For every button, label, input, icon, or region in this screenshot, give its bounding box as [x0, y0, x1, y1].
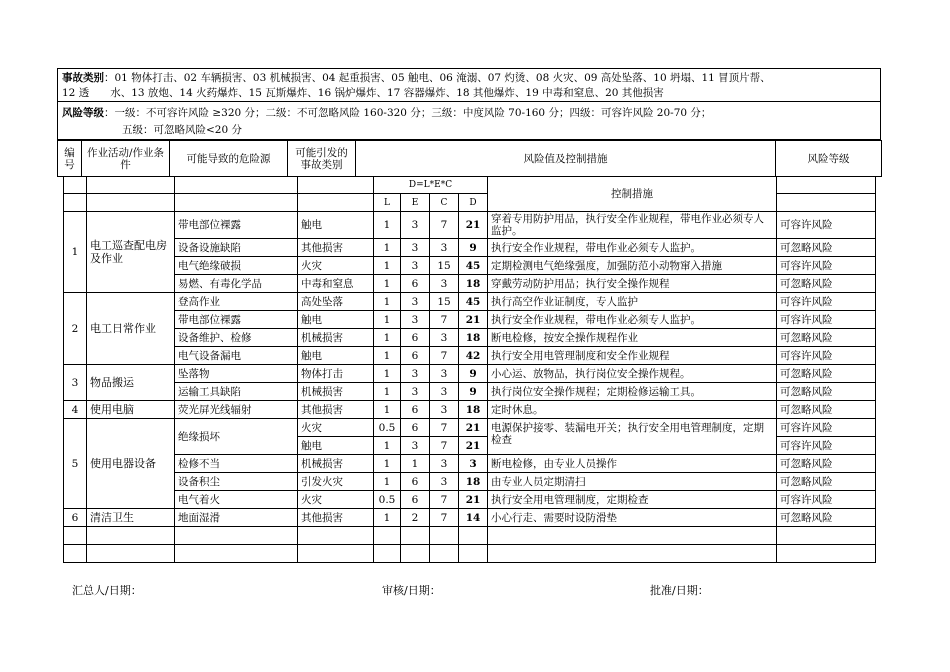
activity-cell: 电工日常作业 [87, 293, 175, 365]
value-C: 3 [430, 275, 459, 293]
value-D: 9 [459, 239, 488, 257]
group-number: 3 [64, 365, 87, 401]
risk-level-cell: 可忽略风险 [777, 509, 876, 527]
value-D: 42 [459, 347, 488, 365]
blank-cell [459, 527, 488, 545]
control-measure-cell: 定期检测电气绝缘强度，加强防范小动物窜入措施 [488, 257, 777, 275]
value-D: 21 [459, 212, 488, 239]
value-E: 6 [401, 275, 430, 293]
risk-level-cell: 可忽略风险 [777, 455, 876, 473]
control-measure-cell: 执行安全用电管理制度和安全作业规程 [488, 347, 777, 365]
hazard-cell: 登高作业 [175, 293, 298, 311]
blank-cell [298, 194, 374, 212]
risk-level-cell: 可容许风险 [777, 212, 876, 239]
header-L: L [374, 194, 401, 212]
col-header-activity: 作业活动/作业条件 [82, 141, 170, 177]
control-measure-cell: 定时休息。 [488, 401, 777, 419]
risk-level-cell: 可容许风险 [777, 491, 876, 509]
value-L: 0.5 [374, 491, 401, 509]
blank-cell [87, 545, 175, 563]
hazard-cell: 电气着火 [175, 491, 298, 509]
value-D: 18 [459, 473, 488, 491]
value-C: 7 [430, 491, 459, 509]
accident-type-cell: 物体打击 [298, 365, 374, 383]
value-L: 1 [374, 473, 401, 491]
hazard-cell: 地面湿滑 [175, 509, 298, 527]
value-C: 3 [430, 473, 459, 491]
blank-cell [298, 527, 374, 545]
measures-header: 控制措施 [488, 177, 777, 212]
value-D: 9 [459, 365, 488, 383]
value-L: 1 [374, 383, 401, 401]
value-E: 6 [401, 329, 430, 347]
group-number: 2 [64, 293, 87, 365]
value-E: 3 [401, 383, 430, 401]
accident-type-cell: 触电 [298, 212, 374, 239]
value-L: 1 [374, 401, 401, 419]
hazard-cell: 设备积尘 [175, 473, 298, 491]
table-row [64, 212, 876, 239]
value-E: 3 [401, 293, 430, 311]
value-E: 6 [401, 491, 430, 509]
column-header-table [57, 140, 882, 177]
value-L: 1 [374, 212, 401, 239]
blank-cell [87, 177, 175, 194]
value-C: 7 [430, 212, 459, 239]
activity-cell: 电工巡查配电房及作业 [87, 212, 175, 293]
value-L: 1 [374, 329, 401, 347]
accident-type-cell: 机械损害 [298, 329, 374, 347]
value-D: 21 [459, 419, 488, 437]
hazard-cell: 带电部位裸露 [175, 212, 298, 239]
group-number: 5 [64, 419, 87, 509]
value-D: 18 [459, 329, 488, 347]
accident-type-cell: 高处坠落 [298, 293, 374, 311]
accident-type-cell: 火灾 [298, 419, 374, 437]
blank-cell [430, 527, 459, 545]
risk-level-cell: 可容许风险 [777, 437, 876, 455]
accident-type-cell: 其他损害 [298, 509, 374, 527]
hazard-cell: 坠落物 [175, 365, 298, 383]
control-measure-cell: 执行高空作业证制度，专人监护 [488, 293, 777, 311]
hazard-cell: 易燃、有毒化学品 [175, 275, 298, 293]
hazard-cell: 荧光屏光线辐射 [175, 401, 298, 419]
control-measure-cell: 执行岗位安全操作规程；定期检修运输工具。 [488, 383, 777, 401]
accident-type-cell: 火灾 [298, 257, 374, 275]
blank-cell [777, 177, 876, 194]
blank-cell [777, 545, 876, 563]
table-row [64, 473, 876, 491]
table-row [64, 383, 876, 401]
control-measure-cell: 执行安全作业规程，带电作业必须专人监护。 [488, 311, 777, 329]
hazard-cell: 电气绝缘破损 [175, 257, 298, 275]
hazard-cell: 电气设备漏电 [175, 347, 298, 365]
table-row [64, 455, 876, 473]
col-header-accident: 可能引发的事故类别 [288, 141, 356, 177]
value-C: 3 [430, 455, 459, 473]
blank-cell [401, 527, 430, 545]
blank-cell [777, 194, 876, 212]
blank-cell [175, 527, 298, 545]
activity-cell: 使用电脑 [87, 401, 175, 419]
value-L: 1 [374, 311, 401, 329]
control-measure-cell: 电源保护接零、装漏电开关；执行安全用电管理制度，定期检查 [488, 419, 777, 455]
control-measure-cell: 穿着专用防护用品，执行安全作业规程，带电作业必须专人监护。 [488, 212, 777, 239]
value-L: 0.5 [374, 419, 401, 437]
hazard-cell: 设备维护、检修 [175, 329, 298, 347]
header-D: D [459, 194, 488, 212]
value-L: 1 [374, 275, 401, 293]
category-text-line1: ：01 物体打击、02 车辆损害、03 机械损害、04 起重损害、05 触电、06 淹溺、07 灼烫、08 火灾、09 高处坠落、10 坍塌、11 冒顶片帮、 [104, 72, 771, 84]
value-L: 1 [374, 455, 401, 473]
blank-cell [64, 194, 87, 212]
empty-row [64, 527, 876, 545]
blank-cell [64, 177, 87, 194]
value-D: 21 [459, 437, 488, 455]
value-D: 18 [459, 275, 488, 293]
value-E: 1 [401, 455, 430, 473]
table-row [64, 239, 876, 257]
risk-level-cell: 可忽略风险 [777, 383, 876, 401]
risk-level-cell: 可忽略风险 [777, 275, 876, 293]
value-E: 3 [401, 365, 430, 383]
blank-cell [459, 545, 488, 563]
accident-category-box [57, 68, 881, 102]
header-C: C [430, 194, 459, 212]
value-L: 1 [374, 437, 401, 455]
blank-cell [64, 527, 87, 545]
blank-cell [430, 545, 459, 563]
value-L: 1 [374, 365, 401, 383]
value-E: 3 [401, 311, 430, 329]
footer-review: 审核/日期： [382, 584, 441, 597]
table-row [64, 419, 876, 437]
accident-type-cell: 引发火灾 [298, 473, 374, 491]
value-E: 6 [401, 347, 430, 365]
risk-level-cell: 可容许风险 [777, 419, 876, 437]
value-C: 3 [430, 383, 459, 401]
table-row [64, 293, 876, 311]
value-C: 3 [430, 401, 459, 419]
value-E: 3 [401, 437, 430, 455]
blank-cell [401, 545, 430, 563]
value-C: 3 [430, 329, 459, 347]
activity-cell: 清洁卫生 [87, 509, 175, 527]
control-measure-cell: 执行安全作业规程，带电作业必须专人监护。 [488, 239, 777, 257]
blank-cell [374, 527, 401, 545]
value-D: 21 [459, 311, 488, 329]
blank-cell [87, 194, 175, 212]
hazard-cell: 绝缘损坏 [175, 419, 298, 455]
value-D: 3 [459, 455, 488, 473]
value-C: 3 [430, 365, 459, 383]
value-C: 7 [430, 437, 459, 455]
hazard-cell: 运输工具缺陷 [175, 383, 298, 401]
control-measure-cell: 断电检修，由专业人员操作 [488, 455, 777, 473]
value-E: 2 [401, 509, 430, 527]
footer-summary: 汇总人/日期： [72, 584, 142, 597]
value-C: 7 [430, 311, 459, 329]
activity-cell: 使用电器设备 [87, 419, 175, 509]
blank-cell [175, 194, 298, 212]
value-D: 45 [459, 257, 488, 275]
value-D: 14 [459, 509, 488, 527]
value-E: 3 [401, 239, 430, 257]
table-row [64, 311, 876, 329]
risk-level-cell: 可忽略风险 [777, 365, 876, 383]
category-label: 事故类别 [62, 72, 104, 84]
risk-level-label: 风险等级 [62, 107, 104, 119]
control-measure-cell: 小心运、放物品，执行岗位安全操作规程。 [488, 365, 777, 383]
blank-cell [298, 177, 374, 194]
risk-level-cell: 可容许风险 [777, 347, 876, 365]
header-E: E [401, 194, 430, 212]
value-C: 15 [430, 293, 459, 311]
value-L: 1 [374, 239, 401, 257]
table-row [64, 275, 876, 293]
formula-header: D=L*E*C [374, 177, 488, 194]
table-row [64, 509, 876, 527]
accident-type-cell: 触电 [298, 311, 374, 329]
table-row [64, 347, 876, 365]
risk-level-cell: 可忽略风险 [777, 473, 876, 491]
value-C: 7 [430, 347, 459, 365]
footer-approve: 批准/日期： [650, 584, 709, 597]
blank-cell [298, 545, 374, 563]
risk-level-text-line1: ：一级：不可容许风险 ≥320 分；二级：不可忽略风险 160-320 分；三级：中度风险 70-160 分；四级：可容许风险 20-70 分； [104, 107, 712, 119]
accident-type-cell: 其他损害 [298, 401, 374, 419]
accident-type-cell: 火灾 [298, 491, 374, 509]
value-L: 1 [374, 293, 401, 311]
value-C: 7 [430, 509, 459, 527]
control-measure-cell: 由专业人员定期清扫 [488, 473, 777, 491]
risk-level-cell: 可忽略风险 [777, 239, 876, 257]
risk-level-cell: 可忽略风险 [777, 329, 876, 347]
value-D: 18 [459, 401, 488, 419]
value-E: 6 [401, 401, 430, 419]
blank-cell [488, 545, 777, 563]
value-L: 1 [374, 257, 401, 275]
accident-type-cell: 触电 [298, 437, 374, 455]
table-row [64, 365, 876, 383]
col-header-risk-level: 风险等级 [776, 141, 882, 177]
hazard-cell: 带电部位裸露 [175, 311, 298, 329]
control-measure-cell: 执行安全用电管理制度，定期检查 [488, 491, 777, 509]
hazard-cell: 设备设施缺陷 [175, 239, 298, 257]
blank-cell [777, 527, 876, 545]
col-header-no: 编号 [58, 141, 82, 177]
activity-cell: 物品搬运 [87, 365, 175, 401]
accident-type-cell: 触电 [298, 347, 374, 365]
blank-cell [87, 527, 175, 545]
value-E: 6 [401, 419, 430, 437]
risk-level-cell: 可容许风险 [777, 257, 876, 275]
value-C: 15 [430, 257, 459, 275]
accident-type-cell: 机械损害 [298, 383, 374, 401]
table-row [64, 491, 876, 509]
risk-level-cell: 可容许风险 [777, 311, 876, 329]
table-row [64, 257, 876, 275]
blank-cell [374, 545, 401, 563]
table-row [64, 401, 876, 419]
col-header-hazard: 可能导致的危险源 [170, 141, 288, 177]
group-number: 1 [64, 212, 87, 293]
risk-level-text-line2: 五级：可忽略风险<20 分 [122, 124, 242, 136]
value-D: 21 [459, 491, 488, 509]
blank-cell [175, 545, 298, 563]
group-number: 6 [64, 509, 87, 527]
control-measure-cell: 断电检修，按安全操作规程作业 [488, 329, 777, 347]
value-E: 6 [401, 473, 430, 491]
table-row [64, 329, 876, 347]
accident-type-cell: 机械损害 [298, 455, 374, 473]
accident-type-cell: 其他损害 [298, 239, 374, 257]
value-D: 45 [459, 293, 488, 311]
category-text-line2: 12 透 水、13 放炮、14 火药爆炸、15 瓦斯爆炸、16 锅炉爆炸、17 容器爆炸、18 其他爆炸、19 中毒和窒息、20 其他损害 [62, 87, 664, 99]
blank-cell [488, 527, 777, 545]
hazard-cell: 检修不当 [175, 455, 298, 473]
risk-level-box [57, 102, 881, 140]
col-header-risk-value: 风险值及控制措施 [356, 141, 776, 177]
value-L: 1 [374, 347, 401, 365]
control-measure-cell: 穿戴劳动防护用品；执行安全操作规程 [488, 275, 777, 293]
risk-level-cell: 可忽略风险 [777, 401, 876, 419]
value-E: 3 [401, 257, 430, 275]
control-measure-cell: 小心行走、需要时设防滑垫 [488, 509, 777, 527]
accident-type-cell: 中毒和窒息 [298, 275, 374, 293]
risk-level-cell: 可容许风险 [777, 293, 876, 311]
value-L: 1 [374, 509, 401, 527]
blank-cell [175, 177, 298, 194]
group-number: 4 [64, 401, 87, 419]
value-E: 3 [401, 212, 430, 239]
empty-row [64, 545, 876, 563]
value-D: 9 [459, 383, 488, 401]
value-C: 3 [430, 239, 459, 257]
risk-assessment-table [63, 176, 876, 563]
blank-cell [64, 545, 87, 563]
value-C: 7 [430, 419, 459, 437]
